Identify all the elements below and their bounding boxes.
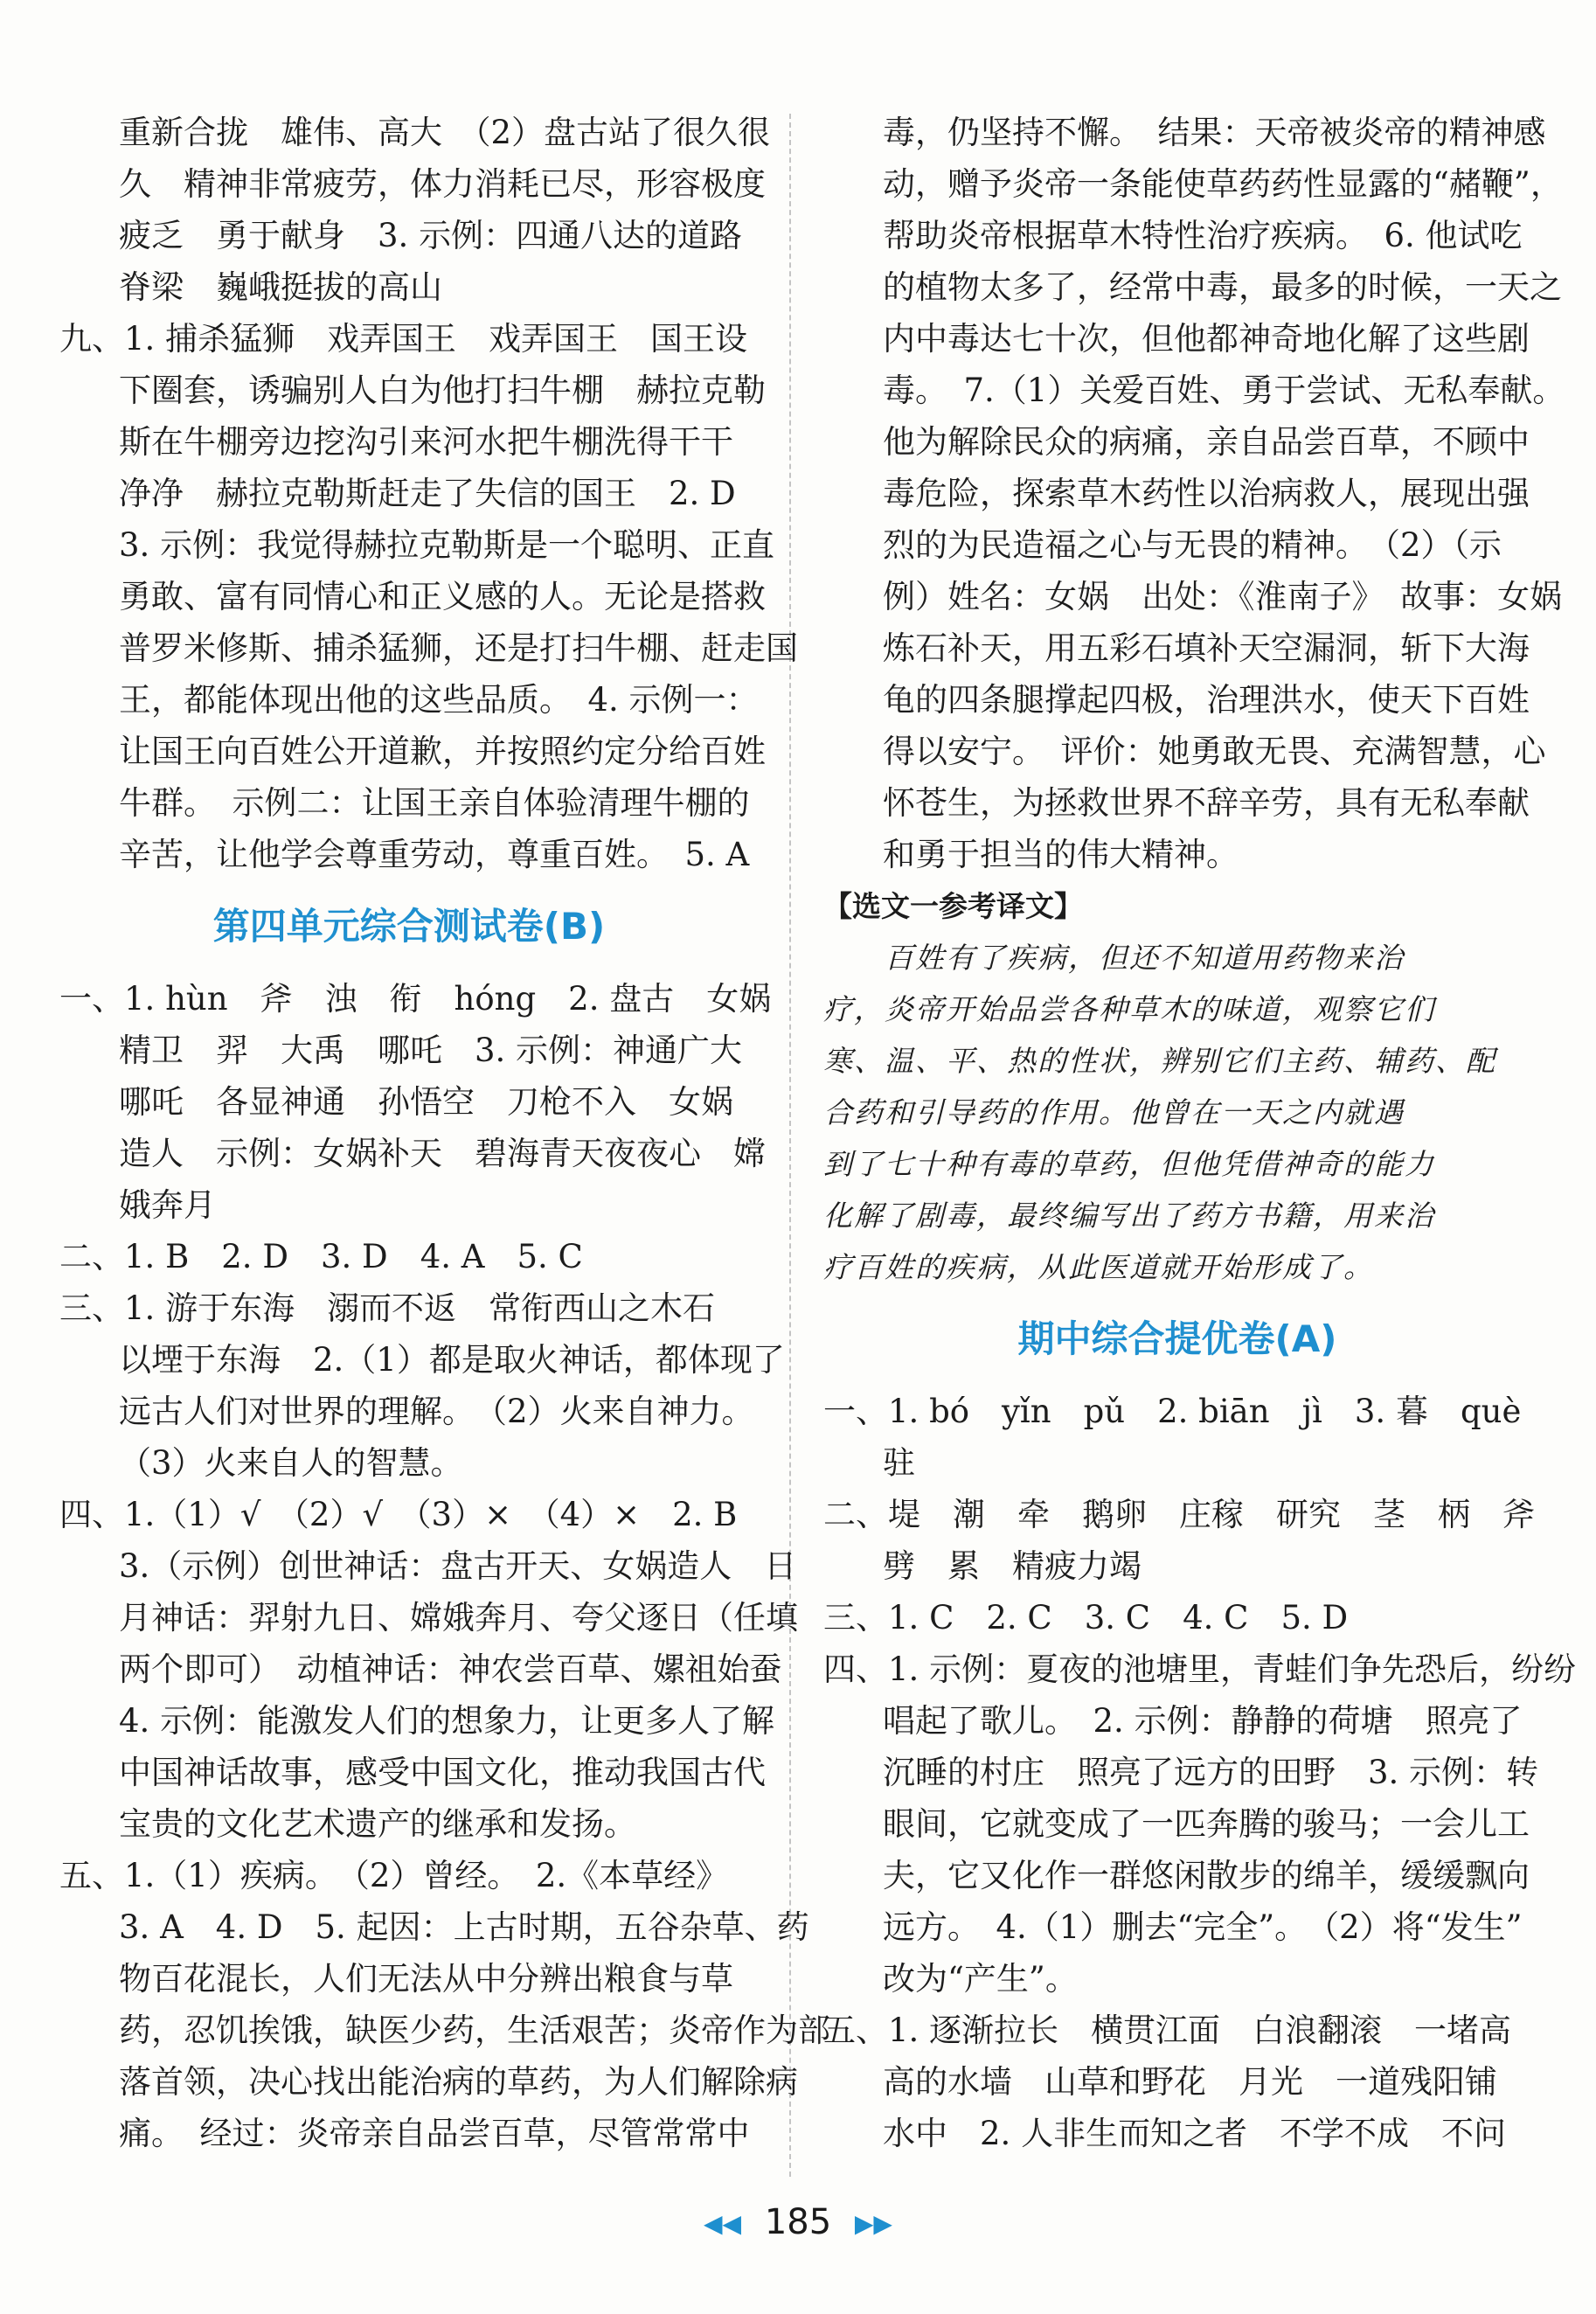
answer-line: 夫，它又化作一群悠闲散步的绵羊，缓缓飘向 [883, 1857, 1530, 1894]
answer-line: 久 精神非常疲劳，体力消耗已尽，形容极度 [119, 165, 766, 203]
answer-line: 三、1. C 2. C 3. C 4. C 5. D [823, 1599, 1349, 1636]
answer-line: 3. 示例：我觉得赫拉克勒斯是一个聪明、正直 [119, 526, 775, 564]
answer-line: 例）姓名：女娲 出处：《淮南子》 故事：女娲 [883, 578, 1562, 615]
column-divider [789, 114, 791, 2177]
answer-line: （3）火来自人的智慧。 [119, 1444, 463, 1482]
answer-line: 一、1. bó yǐn pǔ 2. biān jì 3. 暮 què [823, 1393, 1522, 1430]
translation-line: 寒、温、平、热的性状，辨别它们主药、辅药、配 [823, 1044, 1496, 1078]
answer-line: 辛苦，让他学会尊重劳动，尊重百姓。 5. A [119, 836, 750, 873]
answer-line: 牛群。 示例二：让国王亲自体验清理牛棚的 [119, 784, 750, 822]
answer-line: 帮助炎帝根据草木特性治疗疾病。 6. 他试吃 [883, 217, 1523, 254]
answer-line: 落首领，决心找出能治病的草药，为人们解除病 [119, 2063, 798, 2101]
answer-line: 远方。 4.（1）删去“完全”。 （2）将“发生” [883, 1908, 1523, 1946]
left-column [59, 107, 830, 2159]
answer-line: 下圈套，诱骗别人白为他打扫牛棚 赫拉克勒 [119, 372, 766, 409]
answer-line: 眼间，它就变成了一匹奔腾的骏马；一会儿工 [883, 1805, 1530, 1843]
answer-line: 重新合拢 雄伟、高大 （2）盘古站了很久很 [119, 114, 771, 151]
answer-line: 二、堤 潮 牵 鹅卵 庄稼 研究 茎 柄 斧 [823, 1496, 1535, 1533]
answer-line: 烈的为民造福之心与无畏的精神。 （2）（示 [883, 526, 1502, 564]
answer-line: 的植物太多了，经常中毒，最多的时候，一天之 [883, 268, 1562, 306]
answer-line: 得以安宁。 评价：她勇敢无畏、充满智慧，心 [883, 733, 1546, 770]
answer-line: 毒危险，探索草木药性以治病救人，展现出强 [883, 475, 1530, 512]
answer-line: 普罗米修斯、捕杀猛狮，还是打扫牛棚、赶走国 [119, 629, 798, 667]
answer-line: 精卫 羿 大禹 哪吒 3. 示例：神通广大 [119, 1032, 743, 1069]
answer-line: 疲乏 勇于献身 3. 示例：四通八达的道路 [119, 217, 743, 254]
answer-line: 九、1. 捕杀猛狮 戏弄国王 戏弄国王 国王设 [59, 320, 748, 358]
translation-line: 到了七十种有毒的草药，但他凭借神奇的能力 [823, 1147, 1435, 1181]
right-column [823, 107, 1577, 2159]
answer-line: 3.（示例）创世神话：盘古开天、女娲造人 日 [119, 1547, 797, 1585]
answer-line: 五、1.（1）疾病。 （2）曾经。 2.《本草经》 [59, 1857, 729, 1894]
answer-line: 唱起了歌儿。 2. 示例：静静的荷塘 照亮了 [883, 1702, 1523, 1740]
answer-line: 月神话：羿射九日、嫦娥奔月、夸父逐日（任填 [119, 1599, 798, 1636]
next-arrows-icon: ▶▶ [854, 2209, 892, 2238]
answer-line: 沉睡的村庄 照亮了远方的田野 3. 示例：转 [883, 1754, 1539, 1791]
answer-line: 远古人们对世界的理解。 （2）火来自神力。 [119, 1393, 754, 1430]
translation-line: 疗，炎帝开始品尝各种草木的味道，观察它们 [823, 992, 1435, 1026]
answer-line: 内中毒达七十次，但他都神奇地化解了这些剧 [883, 320, 1530, 358]
answer-line: 驻 [883, 1444, 915, 1482]
answer-line: 怀苍生，为拯救世界不辞辛劳，具有无私奉献 [883, 784, 1530, 822]
page-footer [0, 2196, 1596, 2250]
answer-line: 药，忍饥挨饿，缺医少药，生活艰苦；炎帝作为部 [119, 2012, 830, 2049]
answer-line: 毒，仍坚持不懈。 结果：天帝被炎帝的精神感 [883, 114, 1546, 151]
answer-line: 两个即可） 动植神话：神农尝百草、嫘祖始蚕 [119, 1650, 782, 1688]
answer-line: 四、1. 示例：夏夜的池塘里，青蛙们争先恐后，纷纷 [823, 1650, 1577, 1688]
answer-line: 斯在牛棚旁边挖沟引来河水把牛棚洗得干干 [119, 423, 733, 461]
answer-line: 五、1. 逐渐拉长 横贯江面 白浪翻滚 一堵高 [823, 2012, 1512, 2049]
answer-line: 劈 累 精疲力竭 [883, 1547, 1141, 1585]
prev-arrows-icon: ◀◀ [704, 2209, 742, 2238]
answer-line: 三、1. 游于东海 溺而不返 常衔西山之木石 [59, 1289, 716, 1327]
answer-line: 王，都能体现出他的这些品质。 4. 示例一： [119, 681, 759, 719]
answer-line: 中国神话故事，感受中国文化，推动我国古代 [119, 1754, 766, 1791]
answer-line: 四、1.（1）√ （2）√ （3）× （4）× 2. B [59, 1496, 738, 1533]
answer-line: 哪吒 各显神通 孙悟空 刀枪不入 女娲 [119, 1083, 733, 1121]
translation-line: 合药和引导药的作用。他曾在一天之内就遇 [823, 1095, 1405, 1129]
answer-line: 造人 示例：女娲补天 碧海青天夜夜心 嫦 [119, 1135, 766, 1172]
answer-line: 水中 2. 人非生而知之者 不学不成 不问 [883, 2115, 1507, 2152]
answer-line: 4. 示例：能激发人们的想象力，让更多人了解 [119, 1702, 775, 1740]
answer-line: 一、1. hùn 斧 浊 衔 hóng 2. 盘古 女娲 [59, 980, 772, 1018]
answer-line: 3. A 4. D 5. 起因：上古时期，五谷杂草、药 [119, 1908, 809, 1946]
answer-line: 痛。 经过：炎帝亲自品尝百草，尽管常常中 [119, 2115, 750, 2152]
answer-line: 脊梁 巍峨挺拔的高山 [119, 268, 442, 306]
answer-line: 物百花混长，人们无法从中分辨出粮食与草 [119, 1960, 733, 1998]
answer-line: 勇敢、富有同情心和正义感的人。无论是搭救 [119, 578, 766, 615]
answer-line: 他为解除民众的病痛，亲自品尝百草，不顾中 [883, 423, 1530, 461]
section-heading: 期中综合提优卷(A) [1017, 1317, 1337, 1360]
answer-line: 净净 赫拉克勒斯赶走了失信的国王 2. D [119, 475, 736, 512]
answer-line: 高的水墙 山草和野花 月光 一道残阳铺 [883, 2063, 1497, 2101]
translation-title: 【选文一参考译文】 [823, 889, 1083, 923]
page-number: 185 [764, 2202, 832, 2242]
answer-line: 龟的四条腿撑起四极，治理洪水，使天下百姓 [883, 681, 1530, 719]
answer-line: 改为“产生”。 [883, 1960, 1078, 1998]
answer-line: 二、1. B 2. D 3. D 4. A 5. C [59, 1238, 583, 1275]
translation-line: 化解了剧毒，最终编写出了药方书籍，用来治 [823, 1199, 1435, 1233]
answer-line: 宝贵的文化艺术遗产的继承和发扬。 [119, 1805, 636, 1843]
answer-line: 毒。 7.（1）关爱百姓、勇于尝试、无私奉献。 [883, 372, 1565, 409]
section-heading: 第四单元综合测试卷(B) [212, 905, 606, 948]
translation-line: 百姓有了疾病，但还不知道用药物来治 [885, 941, 1405, 975]
answer-line: 炼石补天，用五彩石填补天空漏洞，斩下大海 [883, 629, 1530, 667]
answer-line: 以堙于东海 2.（1）都是取火神话，都体现了 [119, 1341, 785, 1379]
answer-line: 动，赠予炎帝一条能使草药药性显露的“赭鞭”， [883, 165, 1563, 203]
answer-line: 和勇于担当的伟大精神。 [883, 836, 1239, 873]
answer-line: 让国王向百姓公开道歉，并按照约定分给百姓 [119, 733, 766, 770]
translation-line: 疗百姓的疾病，从此医道就开始形成了。 [823, 1250, 1374, 1284]
answer-line: 娥奔月 [119, 1186, 216, 1224]
